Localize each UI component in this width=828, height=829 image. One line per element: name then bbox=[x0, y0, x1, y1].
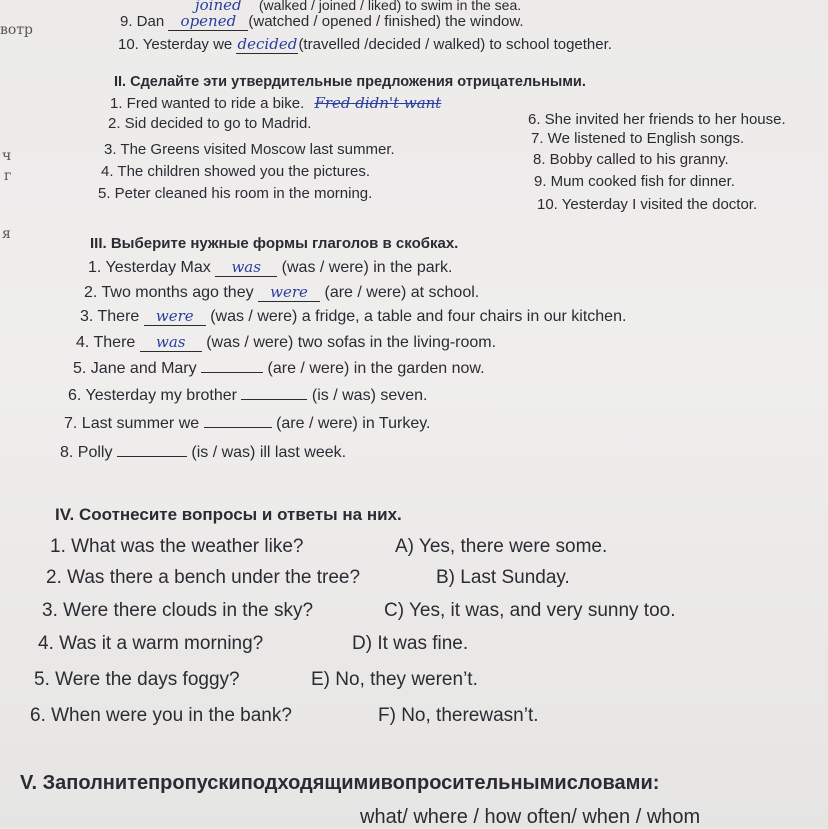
answer-b: B) Last Sunday. bbox=[436, 567, 570, 588]
section-3-item-1: 1. Yesterday Max was (was / were) in the park. bbox=[88, 258, 453, 276]
section-4-title: IV. Соотнесите вопросы и ответы на них. bbox=[55, 505, 402, 524]
question-words: what/ where / how often/ when / whom bbox=[360, 806, 701, 828]
section-3-item-2: 2. Two months ago they were (are / were) at school. bbox=[84, 283, 480, 301]
answer-blank[interactable] bbox=[117, 456, 187, 457]
section-2-item-3: 3. The Greens visited Moscow last summer. bbox=[104, 141, 395, 158]
section-2-item-6: 6. She invited her friends to her house. bbox=[528, 111, 786, 128]
answer-blank[interactable]: were bbox=[258, 283, 320, 302]
answer-blank[interactable]: were bbox=[144, 307, 206, 326]
section-2-item-7: 7. We listened to English songs. bbox=[531, 130, 745, 147]
section-2-item-1: 1. Fred wanted to ride a bike. Fred didn't want bbox=[110, 94, 442, 112]
section-3-item-4: 4. There was (was / were) two sofas in the living-room. bbox=[76, 333, 497, 351]
section-3-title: III. Выберите нужные формы глаголов в скобках. bbox=[90, 235, 459, 252]
section-2-title: II. Сделайте эти утвердительные предложения отрицательными. bbox=[114, 74, 586, 90]
section-3-item-7: 7. Last summer we (are / were) in Turkey. bbox=[64, 415, 431, 432]
margin-mark: г bbox=[4, 168, 12, 184]
section-2-item-4: 4. The children showed you the pictures. bbox=[101, 163, 371, 180]
question-1: 1. What was the weather like? bbox=[50, 536, 304, 557]
section-5-title: V. Заполнитепропускиподходящимивопросительнымисловами: bbox=[20, 772, 660, 794]
question-2: 2. Was there a bench under the tree? bbox=[46, 567, 361, 588]
answer-blank[interactable] bbox=[241, 399, 307, 400]
answer-c: C) Yes, it was, and very sunny too. bbox=[384, 600, 676, 621]
section-2-item-9: 9. Mum cooked fish for dinner. bbox=[534, 173, 735, 190]
section-3-item-5: 5. Jane and Mary (are / were) in the garden now. bbox=[73, 360, 485, 377]
section-2-item-2: 2. Sid decided to go to Madrid. bbox=[108, 115, 312, 132]
answer-blank[interactable]: was bbox=[215, 258, 277, 277]
margin-mark: вотр bbox=[0, 22, 34, 38]
question-5: 5. Were the days foggy? bbox=[34, 669, 240, 690]
question-4: 4. Was it a warm morning? bbox=[38, 633, 264, 654]
handwritten-answer: opened bbox=[168, 12, 248, 31]
section-2-item-10: 10. Yesterday I visited the doctor. bbox=[537, 196, 758, 213]
section-2-item-5: 5. Peter cleaned his room in the morning. bbox=[98, 185, 373, 202]
question-3: 3. Were there clouds in the sky? bbox=[42, 600, 314, 621]
handwritten-answer: Fred didn't want bbox=[314, 94, 442, 112]
margin-mark: я bbox=[2, 226, 11, 242]
answer-d: D) It was fine. bbox=[352, 633, 469, 654]
handwritten-answer: joined bbox=[195, 0, 242, 14]
section-3-item-3: 3. There were (was / were) a fridge, a table and four chairs in our kitchen. bbox=[80, 307, 627, 325]
answer-a: A) Yes, there were some. bbox=[395, 536, 608, 557]
answer-f: F) No, therewasn’t. bbox=[378, 705, 539, 726]
answer-blank[interactable]: was bbox=[140, 333, 202, 352]
section-2-item-8: 8. Bobby called to his granny. bbox=[533, 151, 729, 168]
exercise-line-8: joined (walked / joined / liked) to swim in the sea. bbox=[195, 0, 521, 14]
exercise-line-9: 9. Dan opened (watched / opened / finished) the window. bbox=[120, 12, 524, 30]
exercise-line-10: 10. Yesterday we decided(travelled /decided / walked) to school together. bbox=[118, 35, 612, 53]
section-3-item-8: 8. Polly (is / was) ill last week. bbox=[60, 444, 347, 461]
handwritten-answer: decided bbox=[237, 35, 298, 53]
question-6: 6. When were you in the bank? bbox=[30, 705, 292, 726]
margin-mark: ч bbox=[2, 148, 12, 164]
section-3-item-6: 6. Yesterday my brother (is / was) seven. bbox=[68, 387, 428, 404]
answer-blank[interactable] bbox=[201, 372, 263, 373]
answer-e: E) No, they weren’t. bbox=[311, 669, 478, 690]
answer-blank[interactable] bbox=[204, 427, 272, 428]
